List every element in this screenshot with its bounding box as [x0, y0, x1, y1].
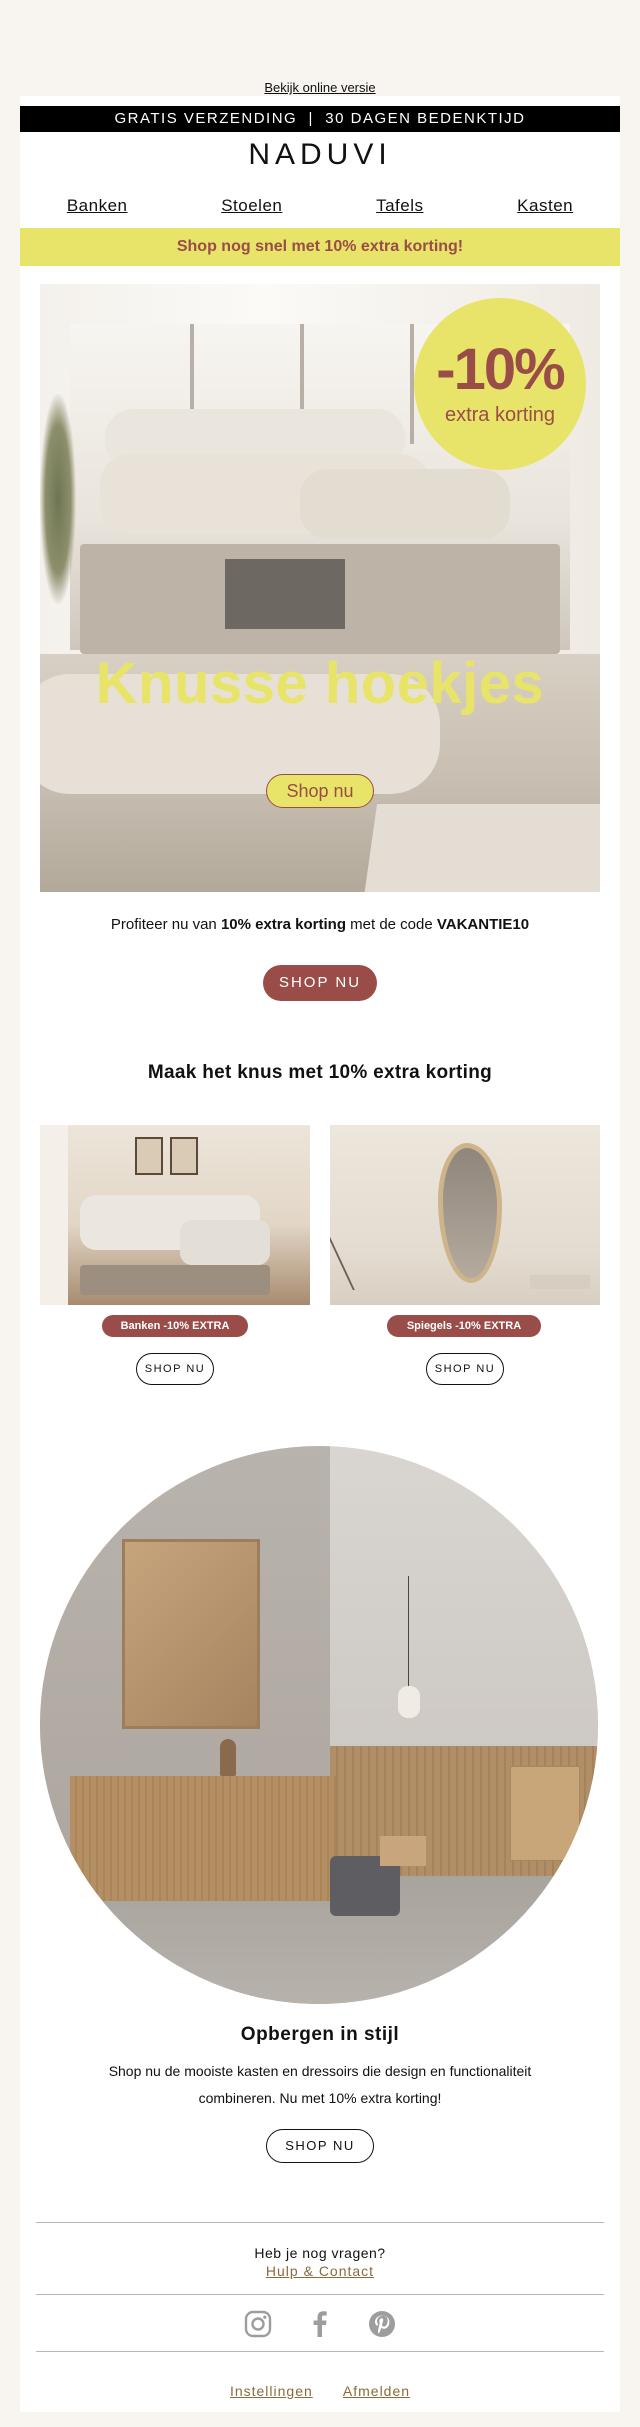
nav-item-stoelen[interactable]: Stoelen [221, 196, 283, 215]
product-image-spiegels[interactable] [330, 1125, 600, 1305]
storage-image[interactable] [40, 1446, 598, 2004]
storage-vase [220, 1739, 236, 1776]
storage-title: Opbergen in stijl [240, 2024, 400, 2045]
storage-artwork [122, 1539, 260, 1729]
product-sofa-chaise [180, 1220, 270, 1265]
product-wall-panel [40, 1125, 68, 1305]
view-online-link[interactable]: Bekijk online versie [264, 80, 376, 95]
discount-value: -10% [436, 337, 564, 402]
storage-lamp-cord [408, 1576, 409, 1686]
hero-banner[interactable] [40, 284, 600, 892]
brand-logo[interactable]: NADUVI [248, 138, 392, 171]
discount-subtitle: extra korting [444, 404, 556, 426]
hero-plant [40, 394, 76, 604]
settings-link[interactable]: Instellingen [229, 2383, 313, 2399]
instagram-icon[interactable] [243, 2309, 273, 2339]
facebook-icon[interactable] [305, 2309, 335, 2339]
pinterest-icon[interactable] [367, 2309, 397, 2339]
storage-side-table [380, 1836, 426, 1866]
storage-text-line1: Shop nu de mooiste kasten en dressoirs die design en functionaliteit [108, 2063, 532, 2079]
shop-now-button[interactable]: SHOP NU [263, 965, 377, 1001]
shop-button-banken[interactable]: SHOP NU [136, 1353, 214, 1385]
offer-text [20, 916, 620, 933]
hero-title: Knusse hoekjes [95, 651, 545, 716]
footer-question: Heb je nog vragen? [254, 2245, 386, 2261]
nav-item-banken[interactable]: Banken [66, 196, 128, 215]
product-branch [330, 1235, 413, 1290]
hero-table-closeup [363, 804, 600, 892]
offer-code: VAKANTIE10 [436, 916, 530, 933]
section-title: Maak het knus met 10% extra korting [147, 1062, 493, 1083]
shipping-bar: GRATIS VERZENDING | 30 DAGEN BEDENKTIJD [20, 106, 620, 132]
product-wall-art [135, 1137, 163, 1175]
storage-dresser [70, 1776, 336, 1901]
footer-divider [36, 2294, 604, 2295]
storage-shop-button[interactable]: SHOP NU [266, 2129, 374, 2163]
storage-text-line2: combineren. Nu met 10% extra korting! [198, 2090, 442, 2106]
shop-button-spiegels[interactable]: SHOP NU [426, 1353, 504, 1385]
product-shelf [530, 1275, 590, 1289]
storage-lamp [398, 1686, 420, 1718]
nav-item-kasten[interactable]: Kasten [517, 196, 574, 215]
promo-banner[interactable]: Shop nog snel met 10% extra korting! [20, 228, 620, 266]
offer-middle: met de code [345, 916, 437, 933]
social-icons [243, 2308, 397, 2340]
main-nav [20, 196, 620, 216]
product-mirror [438, 1143, 502, 1283]
offer-highlight: 10% extra korting [220, 916, 346, 933]
hero-shop-button[interactable]: Shop nu [266, 774, 374, 808]
hero-sofa-chaise [300, 469, 510, 539]
product-rug [80, 1265, 270, 1295]
footer-links [20, 2383, 620, 2399]
product-wall-art [170, 1137, 198, 1175]
footer-divider [36, 2351, 604, 2352]
badge-spiegels: Spiegels -10% EXTRA [387, 1315, 541, 1337]
storage-cabinet [510, 1766, 580, 1861]
badge-banken: Banken -10% EXTRA [102, 1315, 248, 1337]
nav-item-tafels[interactable]: Tafels [376, 196, 424, 215]
unsubscribe-link[interactable]: Afmelden [342, 2383, 411, 2399]
product-image-banken[interactable] [40, 1125, 310, 1305]
hero-table [225, 559, 345, 629]
help-contact-link[interactable]: Hulp & Contact [265, 2263, 375, 2279]
footer-divider [36, 2222, 604, 2223]
offer-prefix: Profiteer nu van [110, 916, 221, 933]
